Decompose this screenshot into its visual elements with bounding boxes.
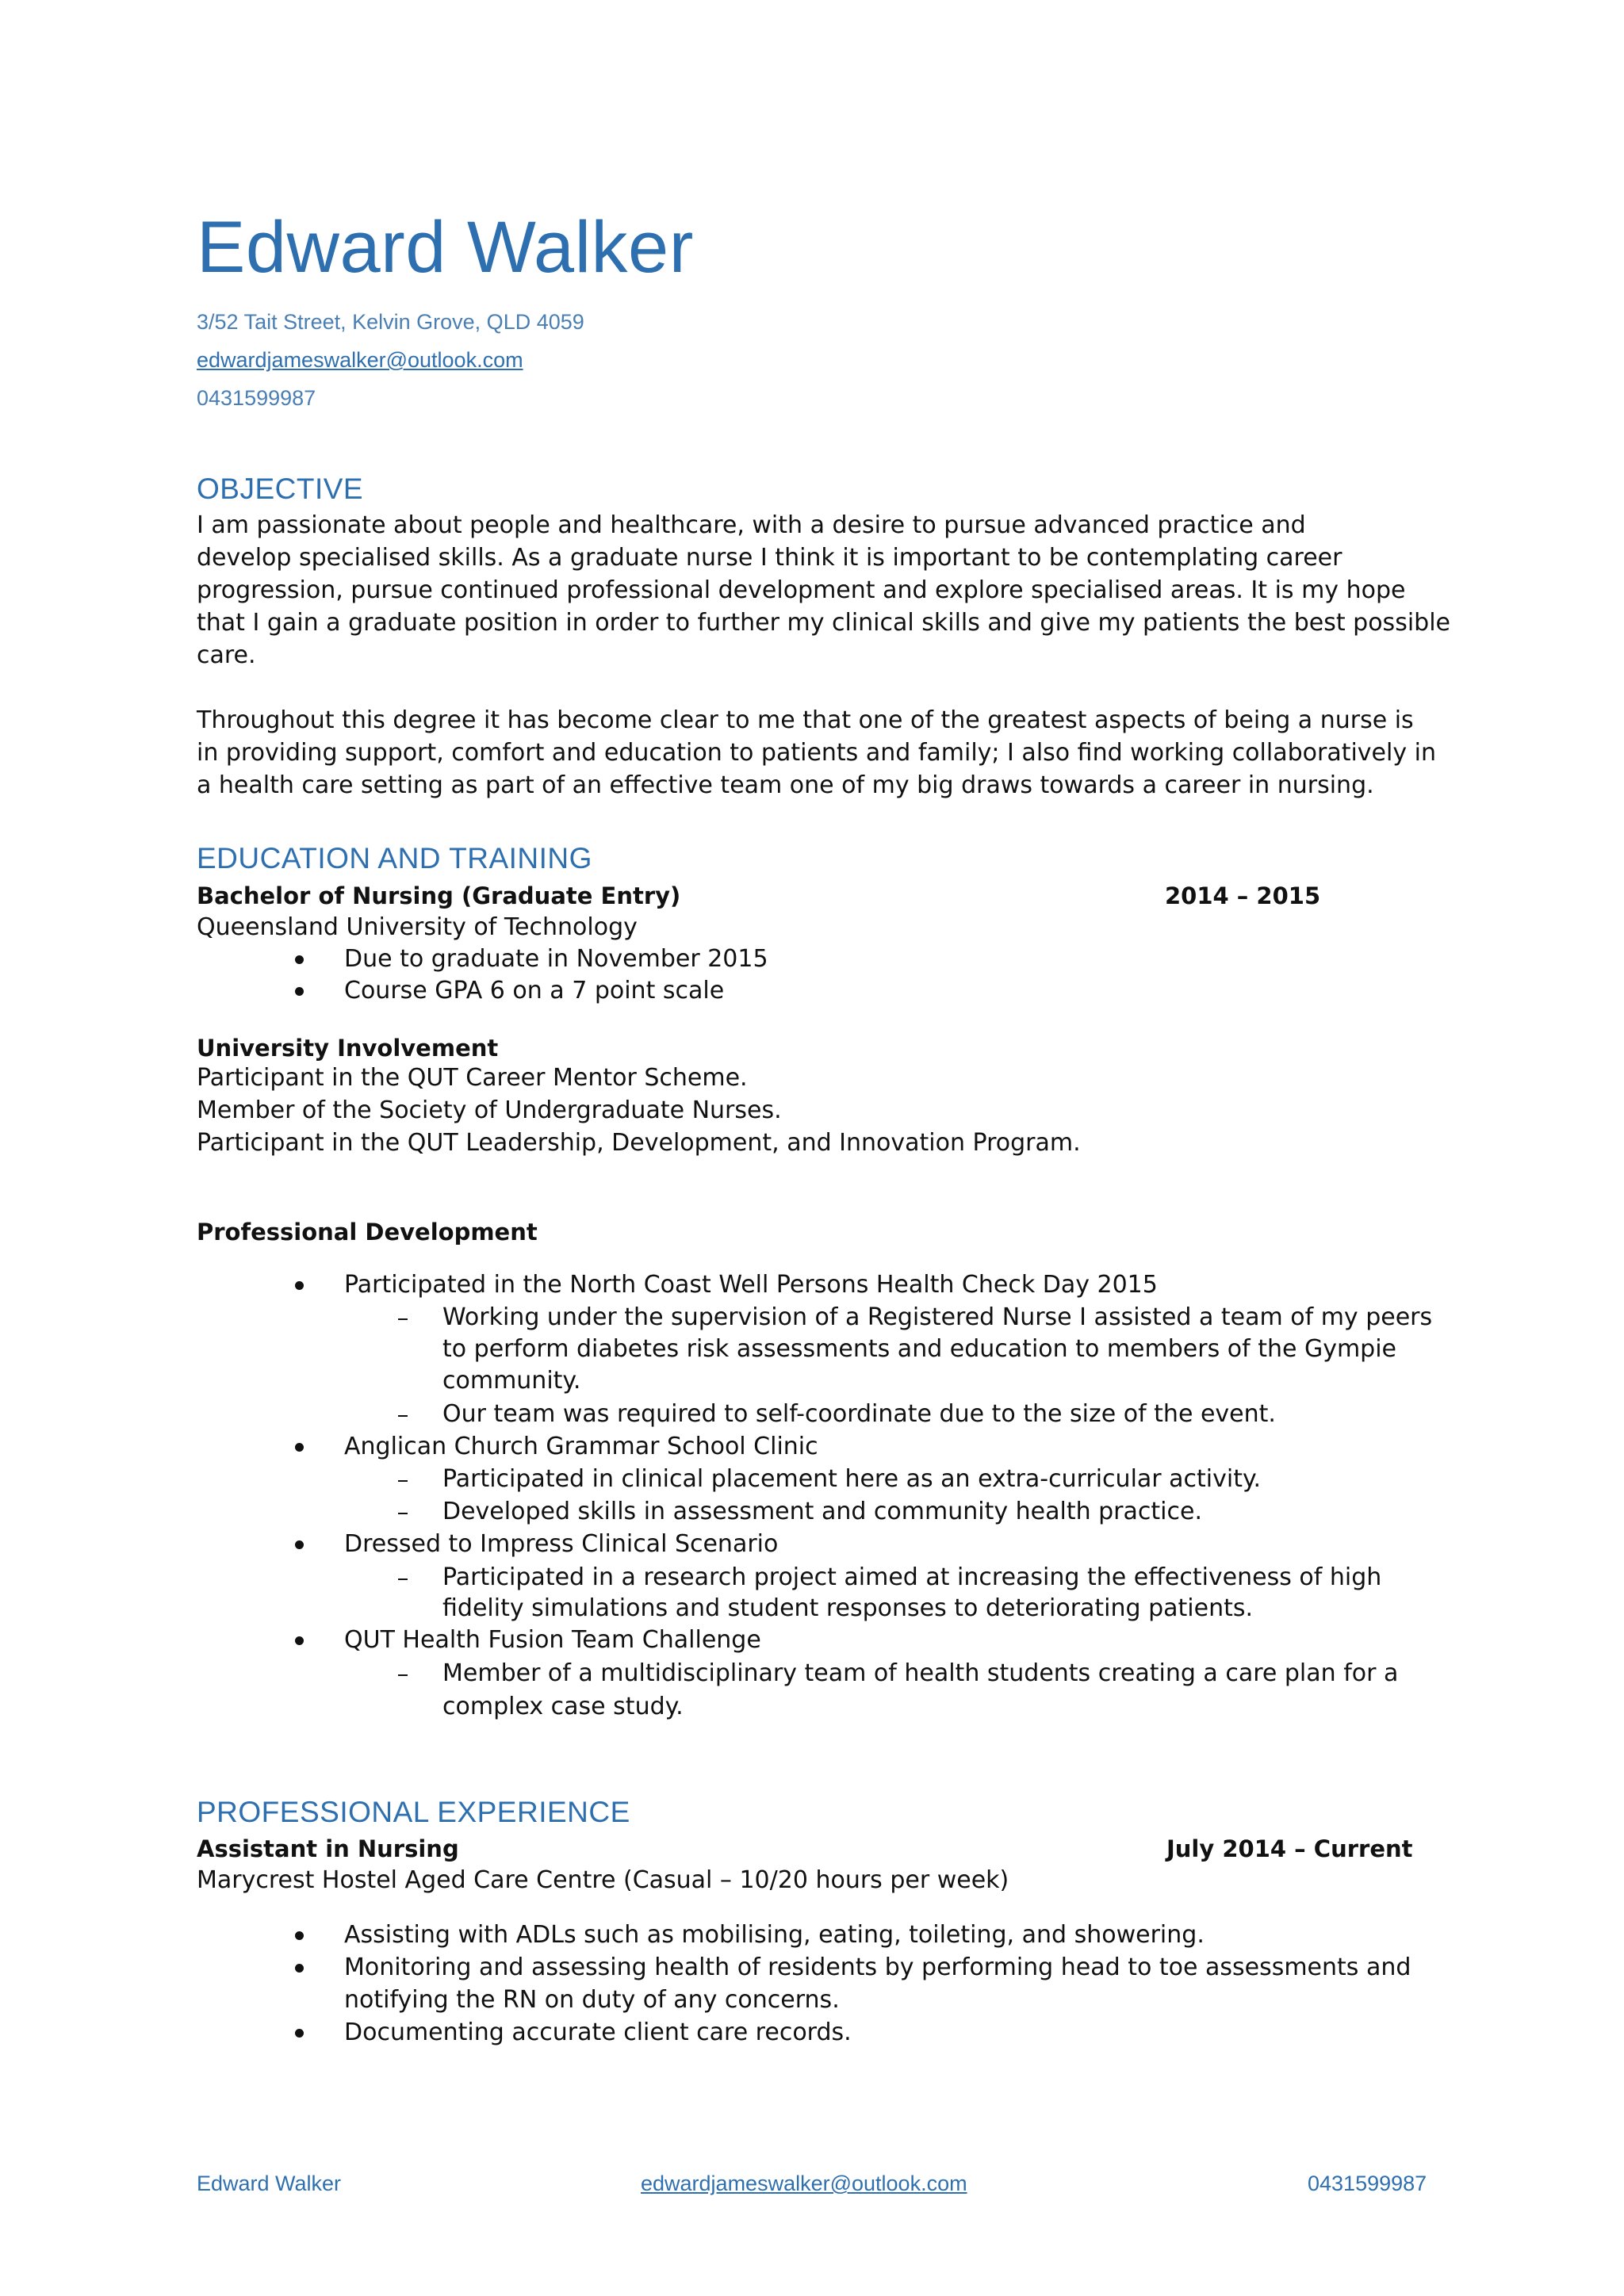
dash-icon [396,1302,411,1334]
bullet-icon [293,1624,309,1656]
education-bullet: Course GPA 6 on a 7 point scale [344,977,725,1004]
experience-bullet: Monitoring and assessing health of residents by performing head to toe assessments and [344,1954,1411,1981]
dash-icon [396,1658,411,1689]
pd-item: QUT Health Fusion Team Challenge [344,1626,761,1654]
dash-icon [396,1496,411,1528]
bullet-icon [293,1269,309,1301]
experience-bullet: Assisting with ADLs such as mobilising, eating, toileting, and showering. [344,1921,1205,1949]
footer-phone: 0431599987 [1308,2172,1427,2195]
bullet-icon [293,1431,309,1463]
job-dates: July 2014 – Current [1166,1835,1413,1862]
address: 3/52 Tait Street, Kelvin Grove, QLD 4059 [197,310,584,334]
pd-subitem: Member of a multidisciplinary team of health students creating a care plan for a [442,1659,1399,1687]
involvement-item: Participant in the QUT Leadership, Development, and Innovation Program. [197,1129,1081,1157]
professional-development-title: Professional Development [197,1219,538,1246]
pd-subitem: Working under the supervision of a Registered Nurse I assisted a team of my peers [442,1303,1433,1331]
education-bullet: Due to graduate in November 2015 [344,945,768,973]
involvement-title: University Involvement [197,1035,499,1062]
footer-name: Edward Walker [197,2172,342,2195]
objective-line: Throughout this degree it has become clear to me that one of the greatest aspects of being a nurse is [197,706,1414,734]
phone-number: 0431599987 [197,386,316,410]
involvement-item: Member of the Society of Undergraduate Nurses. [197,1096,782,1124]
pd-subitem: community. [442,1367,581,1395]
bullet-icon [293,1919,309,1951]
education-heading: EDUCATION AND TRAINING [197,842,592,874]
objective-line: progression, pursue continued professional development and explore specialised areas. It is my hope [197,576,1406,604]
pd-subitem: Our team was required to self-coordinate due to the size of the event. [442,1400,1276,1428]
institution: Queensland University of Technology [197,913,638,941]
dash-icon [396,1562,411,1594]
bullet-icon [293,975,309,1007]
pd-subitem: complex case study. [442,1693,684,1720]
job-role: Assistant in Nursing [197,1835,459,1862]
experience-bullet: Documenting accurate client care records. [344,2019,852,2046]
objective-line: a health care setting as part of an effective team one of my big draws towards a career in nursing. [197,771,1374,799]
objective-line: I am passionate about people and healthcare, with a desire to pursue advanced practice and [197,511,1306,539]
pd-item: Dressed to Impress Clinical Scenario [344,1530,779,1558]
footer-email-link[interactable]: edwardjameswalker@outlook.com [641,2172,967,2195]
degree-dates: 2014 – 2015 [1165,882,1321,909]
involvement-item: Participant in the QUT Career Mentor Scheme. [197,1064,748,1092]
pd-subitem: fidelity simulations and student responses to deteriorating patients. [442,1594,1254,1622]
experience-bullet: notifying the RN on duty of any concerns. [344,1986,840,2014]
email-link[interactable]: edwardjameswalker@outlook.com [197,348,523,372]
experience-heading: PROFESSIONAL EXPERIENCE [197,1796,630,1828]
objective-line: in providing support, comfort and education to patients and family; I also find working collaboratively in [197,739,1436,767]
dash-icon [396,1464,411,1495]
bullet-icon [293,1952,309,1984]
pd-subitem: to perform diabetes risk assessments and education to members of the Gympie [442,1335,1397,1363]
bullet-icon [293,943,309,975]
objective-line: that I gain a graduate position in order to further my clinical skills and give my patients the best possible [197,609,1450,637]
pd-subitem: Participated in a research project aimed at increasing the effectiveness of high [442,1563,1382,1591]
objective-line: develop specialised skills. As a graduate nurse I think it is important to be contemplating career [197,544,1342,572]
employer: Marycrest Hostel Aged Care Centre (Casual – 10/20 hours per week) [197,1866,1009,1894]
dash-icon [396,1399,411,1430]
bullet-icon [293,2017,309,2049]
degree-title: Bachelor of Nursing (Graduate Entry) [197,882,681,909]
objective-line: care. [197,641,256,669]
resume-name: Edward Walker [197,207,694,288]
objective-heading: OBJECTIVE [197,473,364,505]
pd-subitem: Participated in clinical placement here as an extra-curricular activity. [442,1465,1261,1493]
pd-item: Participated in the North Coast Well Persons Health Check Day 2015 [344,1271,1158,1299]
bullet-icon [293,1529,309,1560]
pd-subitem: Developed skills in assessment and community health practice. [442,1498,1202,1525]
pd-item: Anglican Church Grammar School Clinic [344,1433,818,1460]
